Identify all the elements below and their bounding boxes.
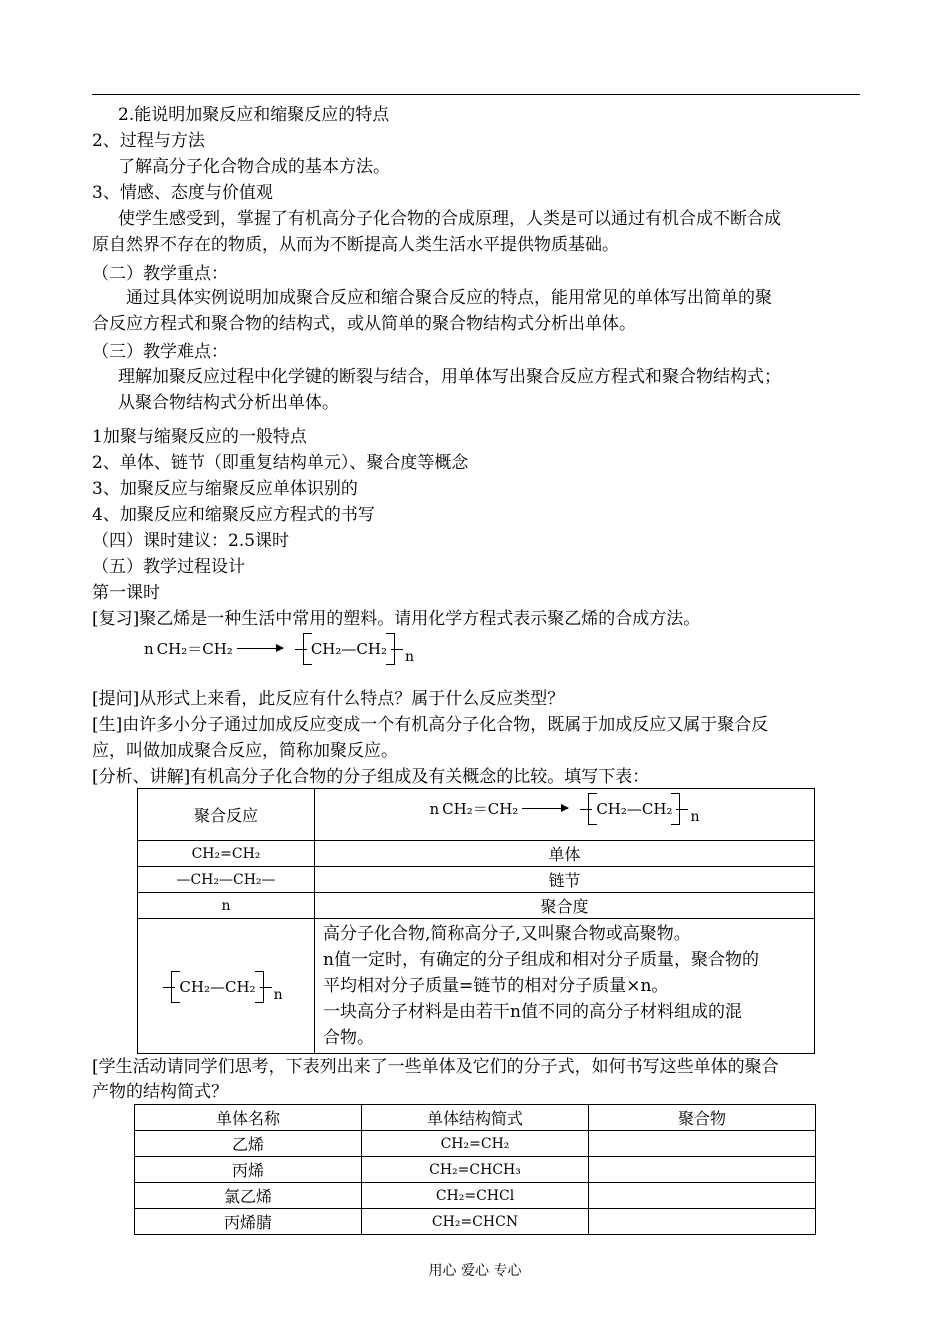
polymer-bracket [301, 640, 397, 658]
text-line: [提问]从形式上来看，此反应有什么特点？属于什么反应类型？ [92, 689, 565, 709]
unit-right: CH₂ [224, 977, 256, 996]
text-line: 原自然界不存在的物质，从而为不断提高人类生活水平提供物质基础。 [92, 235, 619, 255]
table-cell [315, 789, 815, 841]
table-cell: 乙烯 [135, 1131, 362, 1157]
unit-bond: — [341, 639, 357, 658]
text-line: 理解加聚反应过程中化学键的断裂与结合，用单体写出聚合反应方程式和聚合物结构式； [118, 367, 781, 387]
table-cell: CH₂=CH₂ [138, 841, 315, 867]
reaction-arrow-icon [237, 648, 283, 649]
table-cell: 丙烯腈 [135, 1209, 362, 1235]
section-heading: （五）教学过程设计 [92, 557, 245, 577]
table-cell-description [315, 919, 815, 1054]
text-line: 了解高分子化合物合成的基本方法。 [118, 157, 390, 177]
unit-right: CH₂ [356, 639, 387, 658]
table-cell: n [138, 893, 315, 919]
table-cell: 链节 [315, 867, 815, 893]
text-line: 从聚合物结构式分析出单体。 [118, 393, 339, 413]
monomer-table [134, 1104, 816, 1235]
unit-bond: — [626, 799, 642, 818]
unit-left: CH₂ [596, 799, 627, 818]
table-cell: 聚合反应 [138, 789, 315, 841]
table-equation [429, 798, 700, 825]
table-cell[interactable] [589, 1157, 816, 1183]
table-cell: 单体 [315, 841, 815, 867]
unit-right: CH₂ [641, 799, 673, 818]
polymer-bracket [169, 978, 265, 996]
text-line: 第一课时 [92, 583, 160, 603]
concept-table [137, 788, 815, 1054]
left-bracket-icon [171, 971, 180, 1003]
header-rule [92, 94, 860, 95]
unit-left: CH₂ [179, 977, 210, 996]
text-line: [分析、讲解]有机高分子化合物的分子组成及有关概念的比较。填写下表： [92, 767, 650, 787]
text-line: 使学生感受到，掌握了有机高分子化合物的合成原理，人类是可以通过有机合成不断合成 [118, 209, 781, 229]
text-line: 4、加聚反应和缩聚反应方程式的书写 [92, 505, 375, 525]
table-cell[interactable] [589, 1209, 816, 1235]
section-heading: 3、情感、态度与价值观 [92, 183, 273, 203]
text-line: 1加聚与缩聚反应的一般特点 [92, 427, 307, 447]
table-cell: CH₂=CHCH₃ [362, 1157, 589, 1183]
equation-n: n [429, 799, 440, 818]
table-header: 单体结构简式 [362, 1105, 589, 1131]
reaction-arrow-icon [522, 808, 568, 809]
table-header: 聚合物 [589, 1105, 816, 1131]
desc-line: 一块高分子材料是由若干n值不同的高分子材料组成的混 [323, 1002, 742, 1022]
desc-line: n值一定时，有确定的分子组成和相对分子质量，聚合物的 [323, 950, 759, 970]
text-line: 合反应方程式和聚合物的结构式，或从简单的聚合物结构式分析出单体。 [92, 314, 636, 334]
desc-line: 合物。 [323, 1028, 374, 1048]
table-row [135, 1131, 816, 1157]
section-heading: （三）教学难点： [92, 342, 228, 362]
left-bracket-icon [303, 633, 312, 665]
bond-line-icon [676, 809, 688, 810]
table-cell: —CH₂—CH₂— [138, 867, 315, 893]
bond-line-icon [391, 649, 403, 650]
table-row [135, 1157, 816, 1183]
text-line: 产物的结构简式？ [92, 1082, 228, 1102]
section-heading: （四）课时建议：2.5课时 [92, 531, 290, 551]
table-cell: 聚合度 [315, 893, 815, 919]
table-row [135, 1183, 816, 1209]
text-line: [复习]聚乙烯是一种生活中常用的塑料。请用化学方程式表示聚乙烯的合成方法。 [92, 609, 701, 629]
polymer-bracket [586, 800, 682, 818]
table-cell[interactable] [589, 1183, 816, 1209]
text-line: 通过具体实例说明加成聚合反应和缩合聚合反应的特点，能用常见的单体写出简单的聚 [126, 288, 772, 308]
text-line: [生]由许多小分子通过加成反应变成一个有机高分子化合物，既属于加成反应又属于聚合反 [92, 715, 769, 735]
text-line: 2.能说明加聚反应和缩聚反应的特点 [118, 105, 390, 125]
polymer-structure [169, 977, 283, 1003]
desc-line: 高分子化合物,简称高分子,又叫聚合物或高聚物。 [323, 924, 691, 944]
desc-line: 平均相对分子质量=链节的相对分子质量×n。 [323, 976, 669, 996]
equation-monomer: CH₂＝CH₂ [156, 640, 233, 658]
table-cell: CH₂=CHCN [362, 1209, 589, 1235]
page-footer: 用心 爱心 专心 [428, 1263, 522, 1279]
equation-monomer: CH₂＝CH₂ [442, 800, 519, 818]
text-line: [学生活动请同学们思考，下表列出来了一些单体及它们的分子式，如何书写这些单体的聚合 [92, 1057, 779, 1077]
unit-bond: — [209, 977, 225, 996]
table-cell[interactable] [589, 1131, 816, 1157]
equation-subscript: n [273, 986, 283, 1003]
table-cell [138, 919, 315, 1054]
equation-n: n [144, 639, 154, 658]
table-cell: CH₂=CHCl [362, 1183, 589, 1209]
table-cell: 丙烯 [135, 1157, 362, 1183]
table-row [135, 1209, 816, 1235]
equation-subscript: n [690, 808, 700, 825]
table-cell: 氯乙烯 [135, 1183, 362, 1209]
text-line: 应，叫做加成聚合反应，简称加聚反应。 [92, 741, 398, 761]
section-heading: 2、过程与方法 [92, 131, 205, 151]
section-heading: （二）教学重点： [92, 264, 228, 284]
left-bracket-icon [588, 793, 597, 825]
table-header: 单体名称 [135, 1105, 362, 1131]
equation-subscript: n [404, 648, 415, 665]
polymerization-equation [144, 638, 415, 665]
unit-left: CH₂ [310, 639, 342, 658]
table-cell: CH₂=CH₂ [362, 1131, 589, 1157]
bond-line-icon [260, 987, 272, 988]
text-line: 2、单体、链节（即重复结构单元）、聚合度等概念 [92, 453, 469, 473]
text-line: 3、加聚反应与缩聚反应单体识别的 [92, 479, 358, 499]
